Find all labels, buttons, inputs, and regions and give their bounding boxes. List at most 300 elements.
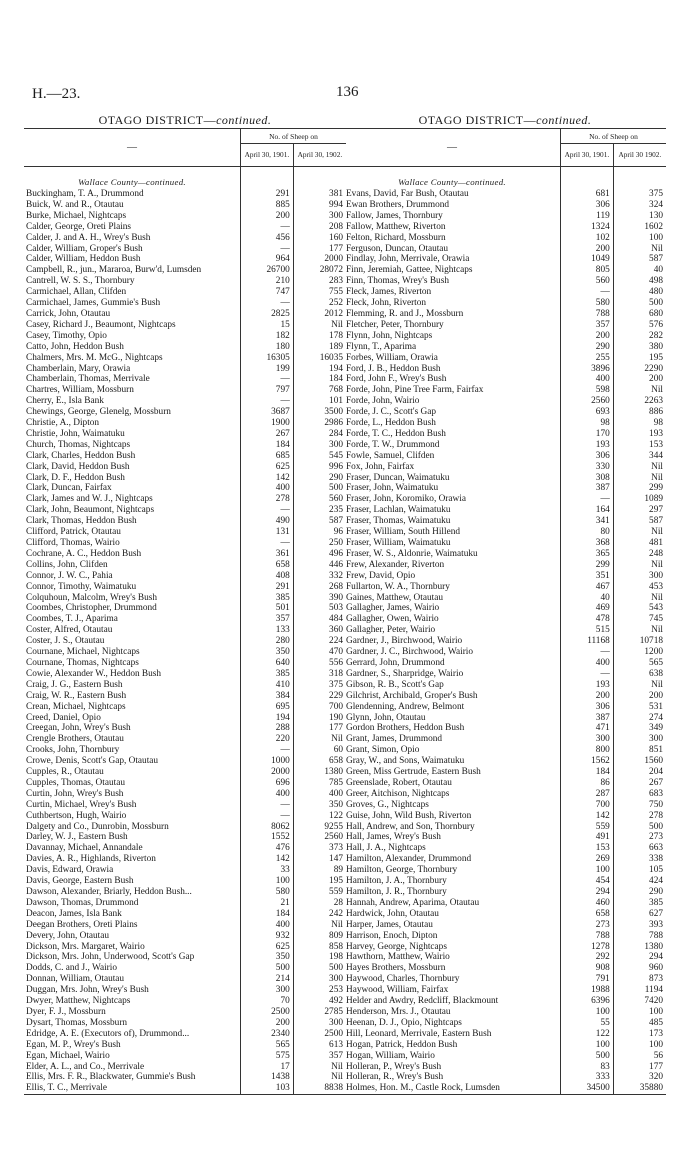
sheep-1901: 1000 (241, 756, 294, 767)
owner-name: Darley, W. J., Eastern Bush (26, 832, 128, 843)
sheep-1902: Nil (613, 680, 666, 691)
sheep-1902: 2000 (293, 254, 346, 265)
sheep-1901: 333 (561, 1072, 614, 1083)
table-row (344, 680, 666, 691)
sheep-1902: Nil (613, 385, 666, 396)
owner-name: Hawthorn, Matthew, Wairio (346, 952, 450, 963)
sheep-1902: 194 (293, 364, 346, 375)
owner-name: Fraser, John, Waimatuku (346, 483, 439, 494)
owner-name: Forbes, William, Orawia (346, 352, 438, 363)
sheep-1902: 886 (613, 407, 666, 418)
sheep-1902: 300 (293, 440, 346, 451)
sheep-1902: 453 (613, 582, 666, 593)
table-row (24, 483, 346, 494)
owner-name: Hall, James, Wrey's Bush (346, 832, 441, 843)
table-row (24, 593, 346, 604)
sheep-1901: 357 (561, 320, 614, 331)
table-body (344, 167, 666, 1095)
owner-name: Cochrane, A. C., Heddon Bush (26, 548, 142, 559)
table-row (24, 1062, 346, 1073)
table-row (344, 505, 666, 516)
owner-name: Carrick, John, Otautau (26, 308, 111, 319)
sheep-1902: Nil (293, 920, 346, 931)
sheep-1901: 469 (561, 603, 614, 614)
sheep-1901: — (241, 800, 294, 811)
sheep-1901: 490 (241, 516, 294, 527)
sheep-1902: 393 (613, 920, 666, 931)
sheep-1901: 1988 (561, 985, 614, 996)
sheep-1902: 294 (613, 952, 666, 963)
table-row (344, 669, 666, 680)
table-row (24, 374, 346, 385)
owner-name: Hall, Andrew, and Son, Thornbury (346, 821, 475, 832)
owner-name: Fletcher, Peter, Thornbury (346, 319, 444, 330)
owner-name: Colquhoun, Malcolm, Wrey's Bush (26, 592, 158, 603)
sheep-1902: 545 (293, 451, 346, 462)
table-row (344, 527, 666, 538)
sheep-1902: 248 (613, 549, 666, 560)
table-row (24, 734, 346, 745)
table-row (344, 647, 666, 658)
owner-name: Ford, J. B., Heddon Bush (346, 363, 441, 374)
table-row (24, 691, 346, 702)
owner-name: Casey, Timothy, Opio (26, 330, 107, 341)
owner-name: Calder, George, Oreti Plains (26, 221, 132, 232)
owner-name: Flemming, R. and J., Mossburn (346, 308, 464, 319)
sheep-1902: 200 (613, 374, 666, 385)
sheep-1901: 86 (561, 778, 614, 789)
owner-name: Ellis, T. C., Merrivale (24, 1083, 241, 1094)
owner-name: Clark, Duncan, Fairfax (26, 483, 112, 494)
table-row (344, 614, 666, 625)
table-row (344, 974, 666, 985)
sheep-1902: 153 (613, 440, 666, 451)
sheep-1902: 390 (293, 593, 346, 604)
sheep-1901: 308 (561, 473, 614, 484)
sheep-1902: 750 (613, 800, 666, 811)
sheep-1901: 357 (241, 614, 294, 625)
table-row (24, 745, 346, 756)
owner-name: Cournane, Michael, Nightcaps (26, 647, 140, 658)
table-row (344, 1083, 666, 1094)
table-row (24, 331, 346, 342)
sheep-1901: 385 (241, 669, 294, 680)
sheep-1901: 55 (561, 1018, 614, 1029)
sheep-1902: 100 (613, 1007, 666, 1018)
owner-name: Hamilton, Alexander, Drummond (346, 854, 472, 865)
sheep-1901: 200 (241, 211, 294, 222)
sheep-1902: 177 (613, 1062, 666, 1073)
sheep-1901: 797 (241, 385, 294, 396)
sheep-count-header: No. of Sheep on (241, 129, 347, 144)
sheep-1902: 565 (613, 658, 666, 669)
owner-name: Gallagher, Owen, Wairio (346, 614, 439, 625)
owner-name: Fullarton, W. A., Thornbury (346, 581, 450, 592)
sheep-1902: 283 (293, 276, 346, 287)
sheep-1901: 278 (241, 494, 294, 505)
owner-name: Hill, Leonard, Merrivale, Eastern Bush (346, 1028, 492, 1039)
sheep-1902: 284 (293, 429, 346, 440)
table-row (344, 265, 666, 276)
owner-name: Ellis, Mrs. F. R., Blackwater, Gummie's Bush (26, 1072, 196, 1083)
owner-name: Calder, William, Groper's Bush (26, 243, 143, 254)
owner-name: Chartres, William, Mossburn (26, 385, 134, 396)
owner-name: Christie, John, Waimatuku (26, 428, 125, 439)
sheep-1901: 255 (561, 353, 614, 364)
owner-name: Elder, A. L., and Co., Merrivale (26, 1061, 145, 1072)
sheep-1901: 365 (561, 549, 614, 560)
table-row (24, 800, 346, 811)
table-row (344, 483, 666, 494)
table-row (344, 942, 666, 953)
owner-name: Dalgety and Co., Dunrobin, Mossburn (26, 821, 169, 832)
table-row (344, 1051, 666, 1062)
table-row (24, 473, 346, 484)
sheep-1902: 1380 (613, 942, 666, 953)
sheep-1902: 498 (613, 276, 666, 287)
table-row (344, 189, 666, 200)
table-row (344, 233, 666, 244)
table-row (344, 887, 666, 898)
sheep-1902: 253 (293, 985, 346, 996)
column-right (344, 112, 666, 1095)
sheep-1901: 400 (241, 920, 294, 931)
table-row (344, 549, 666, 560)
sheep-1902: 424 (613, 876, 666, 887)
sheep-1901: 400 (241, 483, 294, 494)
owner-name: Edridge, A. E. (Executors of), Drummond... (26, 1028, 190, 1039)
table-row (24, 909, 346, 920)
sheep-1901: 294 (561, 887, 614, 898)
sheep-1901: 400 (561, 374, 614, 385)
table-row (344, 473, 666, 484)
owner-name: Grant, James, Drummond (346, 734, 443, 745)
table-row (344, 494, 666, 505)
sheep-1902: 768 (293, 385, 346, 396)
owner-name: Forde, L., Heddon Bush (346, 418, 436, 429)
sheep-1901: 964 (241, 254, 294, 265)
sheep-1901: 400 (241, 789, 294, 800)
owner-name: Curtin, Michael, Wrey's Bush (26, 799, 137, 810)
sheep-1901: — (241, 538, 294, 549)
sheep-1901: — (241, 298, 294, 309)
table-row (344, 811, 666, 822)
owner-name: Church, Thomas, Nightcaps (26, 439, 131, 450)
sheep-1901: 200 (561, 244, 614, 255)
district-continued: continued. (536, 113, 592, 127)
sheep-1902: 9255 (293, 822, 346, 833)
table-row (24, 1072, 346, 1083)
sheep-1901: 21 (241, 898, 294, 909)
sheep-1902: 204 (613, 767, 666, 778)
sheep-1902: 481 (613, 538, 666, 549)
table-row (24, 276, 346, 287)
owner-name: Groves, G., Nightcaps (346, 799, 429, 810)
owner-name: Gordon Brothers, Heddon Bush (346, 723, 465, 734)
sheep-1901: — (241, 745, 294, 756)
table-row (24, 494, 346, 505)
table-row (344, 462, 666, 473)
sheep-1901: 805 (561, 265, 614, 276)
sheep-1902: 1560 (613, 756, 666, 767)
sheep-1902: Nil (293, 320, 346, 331)
table-row (24, 1029, 346, 1040)
table-row (344, 767, 666, 778)
table-row (24, 342, 346, 353)
table-row (344, 429, 666, 440)
sheep-1902: 484 (293, 614, 346, 625)
owner-name: Fraser, Lachlan, Waimatuku (346, 505, 451, 516)
sheep-1901: 330 (561, 462, 614, 473)
sheep-1901: 17 (241, 1062, 294, 1073)
owner-name: Gibson, R. B., Scott's Gap (346, 679, 444, 690)
sheep-1902: 1380 (293, 767, 346, 778)
sheep-1902: 400 (293, 789, 346, 800)
sheep-1901: — (241, 811, 294, 822)
sheep-1901: 210 (241, 276, 294, 287)
table-row (344, 385, 666, 396)
table-row (24, 1051, 346, 1062)
sheep-1902: 10718 (613, 636, 666, 647)
table-row (344, 789, 666, 800)
sheep-1902: 556 (293, 658, 346, 669)
sheep-1901: 2560 (561, 396, 614, 407)
table-row (24, 767, 346, 778)
sheep-1901: 1552 (241, 832, 294, 843)
sheep-1901: 1278 (561, 942, 614, 953)
sheep-1901: 100 (241, 876, 294, 887)
table-row (24, 963, 346, 974)
table-row (344, 440, 666, 451)
sheep-1902: 1602 (613, 222, 666, 233)
sheep-1902: 446 (293, 560, 346, 571)
table-row (24, 832, 346, 843)
table-row (24, 811, 346, 822)
sheep-1901: 193 (561, 440, 614, 451)
sheep-1902: 360 (293, 625, 346, 636)
sheep-1901: 34500 (561, 1083, 614, 1094)
sheep-1902: 381 (293, 189, 346, 200)
sheep-1902: 324 (613, 200, 666, 211)
sheep-1901: 387 (561, 483, 614, 494)
owner-name: Fleck, James, Riverton (346, 287, 432, 298)
table-row (344, 244, 666, 255)
sheep-1901: 685 (241, 451, 294, 462)
table-row (24, 233, 346, 244)
owner-name: Holleran, R., Wrey's Bush (346, 1072, 444, 1083)
table-row (344, 374, 666, 385)
table-row (24, 865, 346, 876)
table-row (344, 418, 666, 429)
owner-name: Dysart, Thomas, Mossburn (26, 1017, 128, 1028)
table-row (344, 353, 666, 364)
table-row (24, 396, 346, 407)
sheep-1901: 80 (561, 527, 614, 538)
table-row (344, 920, 666, 931)
sheep-1902: Nil (293, 734, 346, 745)
table-row (344, 822, 666, 833)
table-row (24, 931, 346, 942)
owner-name: Clark, Thomas, Heddon Bush (26, 516, 137, 527)
table-row (344, 1040, 666, 1051)
owner-name: Forde, John, Wairio (346, 396, 420, 407)
sheep-1901: 387 (561, 713, 614, 724)
sheep-1901: 103 (241, 1083, 294, 1094)
sheep-1901: 681 (561, 189, 614, 200)
owner-name: Dodds, C. and J., Wairio (26, 963, 118, 974)
sheep-1901: 291 (241, 582, 294, 593)
table-row (344, 723, 666, 734)
owner-name: Green, Miss Gertrude, Eastern Bush (346, 767, 481, 778)
table-row (24, 723, 346, 734)
sheep-1901: 625 (241, 462, 294, 473)
sheep-1901: 83 (561, 1062, 614, 1073)
sheep-1901: 932 (241, 931, 294, 942)
owner-name: Frew, David, Opio (346, 570, 416, 581)
column-left (24, 112, 346, 1095)
sheep-1902: 851 (613, 745, 666, 756)
sheep-1901: 1049 (561, 254, 614, 265)
table-row (344, 593, 666, 604)
sheep-1901: 182 (241, 331, 294, 342)
table-row (24, 789, 346, 800)
table-row (344, 854, 666, 865)
sheep-1902: 56 (613, 1051, 666, 1062)
page-number: 136 (336, 84, 359, 100)
owner-name: Forde, John, Pine Tree Farm, Fairfax (346, 385, 484, 396)
sheep-1901: 100 (561, 865, 614, 876)
table-row (344, 745, 666, 756)
sheep-1902: 357 (293, 1051, 346, 1062)
table-row (344, 996, 666, 1007)
sheep-1902: Nil (613, 625, 666, 636)
owner-name: Hogan, Patrick, Heddon Bush (346, 1039, 458, 1050)
table-row (24, 353, 346, 364)
table-row (24, 211, 346, 222)
sheep-1901: 350 (241, 952, 294, 963)
owner-name: Buckingham, T. A., Drummond (26, 189, 144, 199)
sheep-1901: 908 (561, 963, 614, 974)
sheep-1902: 2500 (293, 1029, 346, 1040)
sheep-1902: 663 (613, 843, 666, 854)
sheep-1902: 7420 (613, 996, 666, 1007)
sheep-1901: 625 (241, 942, 294, 953)
sheep-1902: 627 (613, 909, 666, 920)
owner-name: Hamilton, George, Thornbury (346, 865, 458, 876)
sheep-1901: 640 (241, 658, 294, 669)
table-row (24, 822, 346, 833)
sheep-1901: 267 (241, 429, 294, 440)
table-row (344, 952, 666, 963)
sheep-1901: 1562 (561, 756, 614, 767)
sheep-1902: 320 (613, 1072, 666, 1083)
owner-name: Dawson, Thomas, Drummond (26, 897, 139, 908)
sheep-1901: 3896 (561, 364, 614, 375)
sheep-1901: 361 (241, 549, 294, 560)
sheep-1902: 173 (613, 1029, 666, 1040)
owner-name: Fleck, John, Riverton (346, 298, 427, 309)
section-heading: Wallace County—continued. (398, 177, 506, 187)
sheep-1902: 40 (613, 265, 666, 276)
owner-name: Finn, Jeremiah, Gattee, Nightcaps (346, 265, 473, 276)
owner-name: Dickson, Mrs. John, Underwood, Scott's Gap (26, 952, 195, 963)
table-row (24, 582, 346, 593)
table-row (344, 1007, 666, 1018)
sheep-1902: 300 (293, 211, 346, 222)
owner-name: Glynn, John, Otautau (346, 712, 426, 723)
sheep-1901: 100 (561, 1007, 614, 1018)
sheep-1902: 2785 (293, 1007, 346, 1018)
sheep-1902: 373 (293, 843, 346, 854)
table-row (344, 211, 666, 222)
sheep-1901: 100 (561, 1040, 614, 1051)
sheep-1902: Nil (293, 1062, 346, 1073)
owner-name: Egan, Michael, Wairio (26, 1050, 110, 1061)
table-row (24, 603, 346, 614)
sheep-1902: 500 (293, 963, 346, 974)
owner-name: Fraser, William, Waimatuku (346, 538, 451, 548)
table-row (24, 1083, 346, 1094)
owner-name: Clifford, Patrick, Otautau (26, 527, 121, 538)
sheep-1901: 341 (561, 516, 614, 527)
owner-name: Crengle Brothers, Otautau (26, 734, 124, 745)
sheep-1901: 747 (241, 287, 294, 298)
sheep-1902: 2560 (293, 832, 346, 843)
sheep-1901: 500 (561, 1051, 614, 1062)
owner-name: Hamilton, J. A., Thornbury (346, 876, 447, 887)
sheep-1901: 153 (561, 843, 614, 854)
sheep-1901: 2000 (241, 767, 294, 778)
table-row (24, 254, 346, 265)
sheep-1901: 2340 (241, 1029, 294, 1040)
sheep-1902: 560 (293, 494, 346, 505)
sheep-count-header: No. of Sheep on (561, 129, 667, 144)
sheep-1901: 119 (561, 211, 614, 222)
owner-name: Deegan Brothers, Oreti Plains (26, 919, 138, 930)
table-row (344, 1018, 666, 1029)
sheep-1901: 460 (561, 898, 614, 909)
table-row (24, 658, 346, 669)
sheep-1902: 195 (293, 876, 346, 887)
table-row (24, 189, 346, 200)
sheep-1902: 385 (613, 898, 666, 909)
table-row (344, 320, 666, 331)
sheep-1901: 184 (241, 440, 294, 451)
table-row (344, 407, 666, 418)
sheep-1902: 229 (293, 691, 346, 702)
sheep-1901: 8062 (241, 822, 294, 833)
table-row (24, 516, 346, 527)
sheep-1901: 299 (561, 560, 614, 571)
table-row (344, 538, 666, 549)
sheep-1901: 580 (561, 298, 614, 309)
table-row (24, 549, 346, 560)
sheep-1902: 503 (293, 603, 346, 614)
owner-name: Heenan, D. J., Opio, Nightcaps (346, 1017, 462, 1028)
owner-name: Creegan, John, Wrey's Bush (26, 723, 131, 734)
sheep-1901: 70 (241, 996, 294, 1007)
table-row (24, 996, 346, 1007)
table-row (344, 254, 666, 265)
owner-name: Haywood, William, Fairfax (346, 985, 449, 996)
sheep-1901: 15 (241, 320, 294, 331)
sheep-1901: 291 (241, 189, 294, 200)
sheep-1902: 60 (293, 745, 346, 756)
sheep-1901: 142 (241, 473, 294, 484)
sheep-1901: 2500 (241, 1007, 294, 1018)
sheep-1902: 613 (293, 1040, 346, 1051)
owner-name: Forde, T. W., Drummond (346, 439, 440, 450)
